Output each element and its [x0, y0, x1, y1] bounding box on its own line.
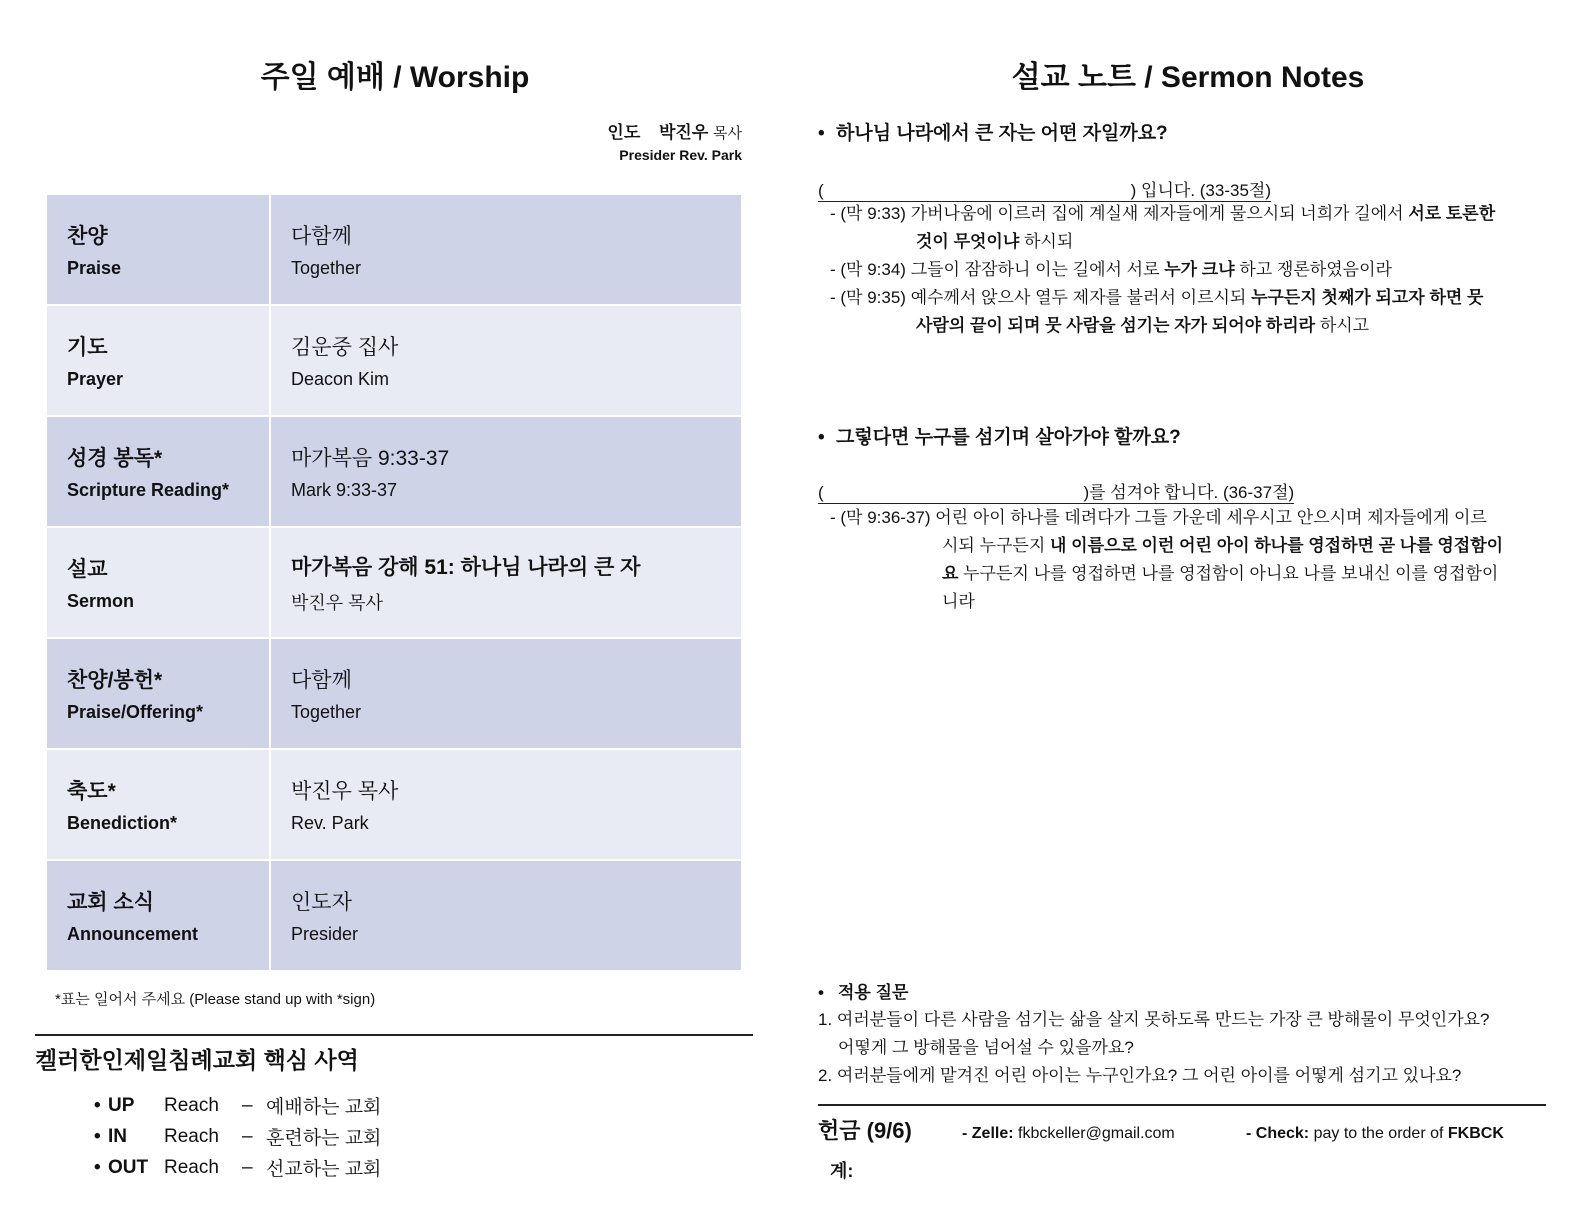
application-questions-title: [818, 978, 908, 1003]
presider-name-en: Rev. Park: [679, 147, 742, 163]
presider-role-en: Presider: [619, 147, 676, 163]
item-value-ko: 김운중 집사: [291, 336, 399, 359]
item-value-ko: 박진우 목사: [291, 780, 399, 803]
presider-name-ko: 박진우: [659, 123, 709, 142]
item-label-en: Scripture Reading*: [67, 480, 230, 500]
ministry-title: 켈러한인제일침례교회 핵심 사역: [35, 1047, 359, 1073]
question-1-text: 하나님 나라에서 큰 자는 어떤 자일까요?: [836, 123, 1168, 144]
item-label-ko: 찬양: [67, 225, 108, 248]
ministry-list: [94, 1090, 381, 1183]
verse-text: 하시되: [1024, 232, 1074, 251]
ministry-key: IN: [108, 1125, 127, 1147]
item-label-en: Benediction*: [67, 813, 178, 833]
verse-9-36-37: [830, 504, 1546, 616]
verse-text: 하고 쟁론하였음이라: [1239, 260, 1392, 279]
sermon-notes-panel: [818, 40, 1558, 1181]
ministry-reach: Reach: [164, 1094, 219, 1116]
application-title-text: 적용 질문: [838, 983, 909, 1002]
item-value-en: 박진우 목사: [291, 592, 383, 613]
table-row: [46, 416, 742, 527]
fill-in-blank-2: ( )를 섬겨야 합니다. (36-37절): [818, 478, 1294, 504]
question-1: [818, 118, 1168, 145]
item-value-en: Presider: [291, 924, 359, 944]
bullet-icon: •: [94, 1156, 101, 1178]
verse-text: 니라: [942, 592, 975, 611]
zelle-info: [962, 1125, 1246, 1143]
item-label-ko: 찬양/봉헌*: [67, 669, 163, 692]
divider: [818, 1104, 1546, 1106]
sermon-title: 마가복음 강해 51: 하나님 나라의 큰 자: [291, 555, 641, 579]
ministry-desc: 훈련하는 교회: [266, 1128, 382, 1149]
verse-ref: - (막 9:33): [830, 204, 906, 223]
verse-9-35: [830, 284, 1546, 340]
zelle-email: fkbckeller@gmail.com: [1018, 1125, 1175, 1142]
verse-ref: - (막 9:36-37): [830, 508, 931, 527]
item-label-ko: 교회 소식: [67, 891, 154, 914]
list-item: 2. 여러분들에게 맡겨진 어린 아이는 누구인가요? 그 어린 아이를 어떻게 섬기고 있나요?: [818, 1066, 1462, 1085]
item-label-ko: 기도: [67, 336, 108, 359]
blank-2-suffix: )를 섬겨야 합니다. (36-37절): [1083, 483, 1295, 502]
ministry-dash: –: [242, 1094, 253, 1116]
item-value-en: Together: [291, 258, 362, 278]
blank-1-suffix: ) 입니다. (33-35절): [1130, 181, 1271, 200]
ministry-dash: –: [242, 1125, 253, 1147]
verse-emphasis: 요: [942, 564, 959, 583]
verse-9-33: [830, 200, 1546, 256]
worship-panel: [30, 40, 760, 1180]
verse-emphasis: 내 이름으로 이런 어린 아이 하나를 영접하면 곧 나를 영접함이: [1050, 536, 1504, 555]
verse-text: 어린 아이 하나를 데려다가 그들 가운데 세우시고 안으시며 제자들에게 이르: [935, 508, 1487, 527]
item-label-en: Praise: [67, 258, 122, 278]
presider-role-ko: 인도: [607, 123, 641, 142]
bullet-icon: •: [818, 123, 825, 144]
item-value-ko: 다함께: [291, 225, 352, 248]
item-value-ko: 다함께: [291, 669, 352, 692]
item-value-ko: 인도자: [291, 891, 352, 914]
verse-emphasis: 서로 토론한: [1408, 204, 1496, 223]
stand-note: *표는 일어서 주세요 (Please stand up with *sign): [55, 991, 376, 1008]
worship-heading: 주일 예배 / Worship: [260, 61, 530, 94]
table-row: [46, 527, 742, 638]
item-value-en: Deacon Kim: [291, 369, 390, 389]
item-label-ko: 설교: [67, 558, 108, 581]
verse-ref: - (막 9:35): [830, 288, 906, 307]
application-questions: [818, 1006, 1538, 1090]
fill-in-blank-1: ( ) 입니다. (33-35절): [818, 176, 1271, 202]
table-row: [46, 638, 742, 749]
offering-total-label: 계:: [830, 1161, 854, 1181]
item-label-en: Prayer: [67, 369, 124, 389]
question-2-text: 그렇다면 누구를 섬기며 살아가야 할까요?: [836, 427, 1181, 448]
verse-emphasis: 사람의 끝이 되며 뭇 사람을 섬기는 자가 되어야 하리라: [916, 316, 1316, 335]
item-label-en: Sermon: [67, 591, 135, 611]
verse-text: 예수께서 앉으사 열두 제자를 불러서 이르시되: [910, 288, 1247, 307]
list-item: [94, 1121, 381, 1152]
check-info: [1246, 1125, 1504, 1143]
verse-emphasis: 것이 무엇이냐: [916, 232, 1020, 251]
divider: [35, 1034, 753, 1036]
offering-title: 헌금 (9/6): [818, 1118, 912, 1143]
presider-block: [30, 118, 742, 163]
list-item: [94, 1152, 381, 1183]
verse-text: 하시고: [1319, 316, 1370, 335]
ministry-dash: –: [242, 1156, 253, 1178]
table-row: [46, 305, 742, 416]
bullet-icon: •: [94, 1094, 101, 1116]
ministry-reach: Reach: [164, 1125, 219, 1147]
ministry-desc: 예배하는 교회: [266, 1097, 382, 1118]
bullet-icon: •: [94, 1125, 101, 1147]
check-label: - Check:: [1246, 1125, 1310, 1142]
offering-line: [818, 1114, 1538, 1145]
list-item: 1. 여러분들이 다른 사람을 섬기는 삶을 살지 못하도록 만드는 가장 큰 방해물이 무엇인가요?: [818, 1010, 1490, 1029]
zelle-label: - Zelle:: [962, 1125, 1014, 1142]
verse-emphasis: 누구든지 첫째가 되고자 하면 뭇: [1251, 288, 1484, 307]
check-text: pay to the order of: [1313, 1125, 1444, 1142]
ministry-key: OUT: [108, 1156, 149, 1178]
list-item: [94, 1090, 381, 1121]
table-row: [46, 194, 742, 305]
table-row: [46, 749, 742, 860]
bullet-icon: •: [818, 427, 825, 448]
item-value-ko: 마가복음 9:33-37: [291, 447, 450, 470]
check-payee: FKBCK: [1447, 1125, 1504, 1142]
verse-text: 그들이 잠잠하니 이는 길에서 서로: [910, 260, 1160, 279]
verse-text: 누구든지 나를 영접하면 나를 영접함이 아니요 나를 보내신 이를 영접함이: [963, 564, 1499, 583]
question-2: [818, 422, 1181, 449]
verse-emphasis: 누가 크냐: [1164, 260, 1235, 279]
table-row: [46, 860, 742, 971]
verse-text: 시되 누구든지: [942, 536, 1046, 555]
order-of-worship-table: [45, 193, 743, 972]
item-label-en: Praise/Offering*: [67, 702, 204, 722]
verse-ref: - (막 9:34): [830, 260, 906, 279]
item-label-ko: 성경 봉독*: [67, 447, 163, 470]
sermon-notes-heading: 설교 노트 / Sermon Notes: [1011, 61, 1365, 94]
list-item: 어떻게 그 방해물을 넘어설 수 있을까요?: [838, 1038, 1134, 1057]
item-value-en: Rev. Park: [291, 813, 369, 833]
ministry-desc: 선교하는 교회: [266, 1159, 382, 1180]
item-value-en: Together: [291, 702, 362, 722]
verse-9-34: [830, 256, 1546, 284]
presider-title-ko: 목사: [713, 125, 742, 142]
ministry-key: UP: [108, 1094, 135, 1116]
verse-text: 가버나움에 이르러 집에 계실새 제자들에게 물으시되 너희가 길에서: [910, 204, 1404, 223]
bullet-icon: •: [818, 983, 824, 1002]
ministry-reach: Reach: [164, 1156, 219, 1178]
item-label-en: Announcement: [67, 924, 199, 944]
item-label-ko: 축도*: [67, 780, 116, 803]
item-value-en: Mark 9:33-37: [291, 480, 398, 500]
